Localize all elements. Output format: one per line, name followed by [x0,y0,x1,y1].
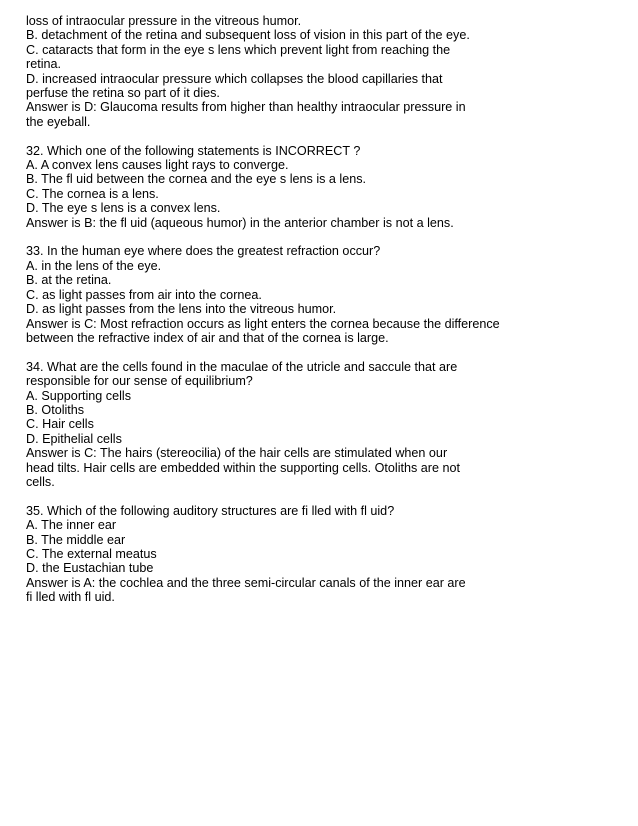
text-line: the eyeball. [26,114,91,129]
option-b: B. The middle ear [26,532,126,547]
answer-text: Answer is C: Most refraction occurs as light enters the cornea because the difference [26,316,500,331]
option-b: B. The fl uid between the cornea and the eye s lens is a lens. [26,172,367,187]
question-31-continued [26,14,626,129]
option-a: A. A convex lens causes light rays to converge. [26,158,289,173]
answer-text: Answer is B: the fl uid (aqueous humor) in the anterior chamber is not a lens. [26,215,454,230]
question-text: 33. In the human eye where does the greatest refraction occur? [26,244,381,259]
option-a: A. The inner ear [26,518,117,533]
question-text: 32. Which one of the following statements is INCORRECT ? [26,143,361,158]
question-32 [26,144,626,230]
option-c: C. cataracts that form in the eye s lens which prevent light from reaching the [26,42,451,57]
option-c: C. The cornea is a lens. [26,186,159,201]
option-d: D. as light passes from the lens into the vitreous humor. [26,302,337,317]
option-b: B. Otoliths [26,402,85,417]
question-35 [26,504,626,605]
answer-text: Answer is A: the cochlea and the three semi-circular canals of the inner ear are [26,575,466,590]
text-line: perfuse the retina so part of it dies. [26,86,220,101]
text-line: retina. [26,57,62,72]
option-a: A. in the lens of the eye. [26,258,162,273]
answer-text: Answer is C: The hairs (stereocilia) of the hair cells are stimulated when our [26,446,448,461]
option-c: C. Hair cells [26,417,94,432]
text-line: fi lled with fl uid. [26,590,115,605]
option-d: D. Epithelial cells [26,431,122,446]
option-d: D. increased intraocular pressure which collapses the blood capillaries that [26,71,443,86]
option-b: B. at the retina. [26,273,112,288]
question-text: 35. Which of the following auditory structures are fi lled with fl uid? [26,503,395,518]
question-34 [26,360,626,490]
question-text: 34. What are the cells found in the maculae of the utricle and saccule that are [26,359,458,374]
text-line: loss of intraocular pressure in the vitreous humor. [26,14,302,28]
option-c: C. as light passes from air into the cornea. [26,287,262,302]
option-d: D. the Eustachian tube [26,561,154,576]
option-a: A. Supporting cells [26,388,132,403]
option-c: C. The external meatus [26,546,157,561]
document-page [26,14,626,619]
text-line: cells. [26,474,55,489]
question-33 [26,244,626,345]
text-line: head tilts. Hair cells are embedded within the supporting cells. Otoliths are not [26,460,461,475]
answer-text: Answer is D: Glaucoma results from higher than healthy intraocular pressure in [26,100,466,115]
text-line: responsible for our sense of equilibrium? [26,374,253,389]
option-d: D. The eye s lens is a convex lens. [26,201,221,216]
text-line: between the refractive index of air and that of the cornea is large. [26,330,389,345]
option-b: B. detachment of the retina and subsequent loss of vision in this part of the eye. [26,28,470,43]
